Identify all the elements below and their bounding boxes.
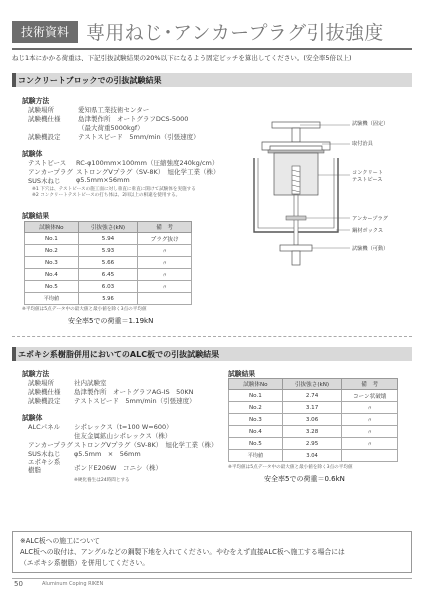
diagram-anchor-plug (286, 216, 306, 220)
s1-spec-value-1: RC-φ100mm×100mm（圧縮強度240kg/cm） (76, 159, 219, 167)
s1-method-label-1: 試験場所 (28, 106, 54, 114)
section-1-results-heading: 試験結果 (22, 212, 50, 220)
s1-method-label-4: 試験機設定 (28, 133, 61, 141)
table-cell: No.2 (25, 245, 79, 257)
table-row (25, 233, 192, 245)
s2-spec-value-4: φ5.5mm × 56mm (74, 450, 141, 458)
s2-spec-label-5: エポキシ系 樹脂 (28, 458, 61, 474)
table-cell: 6.03 (78, 281, 138, 293)
table-average-row (229, 450, 398, 462)
s2-method-label-3: 試験機設定 (28, 397, 61, 405)
table-cell (138, 293, 192, 305)
s1-method-value-1: 愛知県工業技術センター (78, 106, 150, 114)
table-cell: No.4 (25, 269, 79, 281)
table-cell: 〃 (342, 402, 398, 414)
s1-spec-note-1: ※1 下穴は、テストピースの施工面に対し垂直に垂直に開けて試験体を実施する (32, 187, 196, 192)
table-cell: 〃 (342, 426, 398, 438)
s1-method-value-4: テストスピード 5mm/min（引張速度） (78, 133, 200, 141)
diagram-machine-moving (280, 245, 312, 251)
s1-results-summary: 安全率5での荷重＝1.19kN (68, 317, 154, 325)
section-divider (12, 336, 412, 337)
diagram-label-box: 鋼材ボックス (352, 228, 384, 234)
s1-spec-label-1: テストピース (28, 159, 67, 167)
diagram-label-test-piece: コンクリート テストピース (352, 170, 384, 183)
table-cell: 〃 (138, 257, 192, 269)
table-row (229, 438, 398, 450)
table-cell: 平均値 (25, 293, 79, 305)
s2-method-label-2: 試験機仕様 (28, 388, 61, 396)
diagram-label-jig: 取付治具 (352, 141, 373, 147)
s2-method-label-1: 試験場所 (28, 379, 54, 387)
section-2-title: エポキシ系樹脂併用においてのALC板での引抜試験結果 (18, 350, 220, 359)
table-cell: No.3 (229, 414, 283, 426)
s1-spec-label-2: アンカープラグ (28, 168, 73, 176)
section-2-results-table (228, 378, 398, 462)
table-cell: 平均値 (229, 450, 283, 462)
table-cell: コーン状破壊 (342, 390, 398, 402)
table-cell: No.1 (25, 233, 79, 245)
page-number: 50 (14, 580, 23, 588)
s2-results-footnote: ※平均値は5点データ中の最大値と最小値を除く3点の平均値 (228, 465, 353, 470)
table-cell: No.5 (229, 438, 283, 450)
table-row (25, 245, 192, 257)
table-average-row (25, 293, 192, 305)
col-header: 試験体No (25, 222, 79, 233)
table-cell: No.1 (229, 390, 283, 402)
col-header: 引抜強さ(kN) (282, 379, 342, 390)
table-cell: 5.96 (78, 293, 138, 305)
section-2-results-heading: 試験結果 (228, 370, 256, 378)
section-1-method-heading: 試験方法 (22, 97, 50, 105)
s2-spec-value-2: 住友金属鉱山シポレックス（株） (74, 432, 172, 440)
col-header: 備 考 (138, 222, 192, 233)
diagram-label-machine-fixed: 試験機（固定） (352, 121, 389, 127)
alc-note-line-2: （エポキシ系樹脂）を併用してください。 (20, 559, 150, 567)
s1-spec-value-2: ストロングVプラグ（SV-8K） 旭化学工業（株） (76, 168, 220, 176)
table-cell (342, 450, 398, 462)
s2-method-value-3: テストスピード 5mm/min（引張速度） (74, 397, 196, 405)
diagram-label-anchor: アンカープラグ (352, 216, 388, 222)
s2-method-value-1: 社内試験室 (74, 379, 107, 387)
table-cell: No.3 (25, 257, 79, 269)
s1-spec-note-2: ※2 コンクリートテストピースの打ち体は、2回以上の相違を使用する。 (32, 193, 181, 198)
alc-note-line-1: ALC板への取付は、アングルなどの鋼製下地を入れてください。やむをえず直接ALC板へ施工する場合には (20, 548, 345, 556)
table-row (229, 426, 398, 438)
footer-brand: Aluminum Coping RIKEN (42, 581, 104, 587)
table-cell: 5.66 (78, 257, 138, 269)
s1-method-value-3: （最大荷重5000kgf） (78, 124, 144, 132)
s2-spec-value-5: ボンドE206W コニシ（株） (74, 464, 162, 472)
section-1-results-table (24, 221, 192, 305)
s1-spec-value-3: φ5.5mm×56mm (76, 176, 130, 184)
section-1-title: コンクリートブロックでの引抜試験結果 (18, 76, 162, 85)
s2-spec-label-4: SUS木ねじ (28, 450, 61, 458)
col-header: 引抜強さ(kN) (78, 222, 138, 233)
footer-rule (12, 578, 412, 579)
diagram-label-machine-moving: 試験機（可動） (352, 246, 389, 252)
table-cell: 〃 (138, 269, 192, 281)
s2-spec-label-3: アンカープラグ (28, 441, 73, 449)
s2-spec-note-1: ※硬化養生は24時間とする (74, 478, 130, 483)
s2-spec-value-1: シポレックス（t=100 W=600） (74, 423, 173, 431)
table-cell: No.5 (25, 281, 79, 293)
intro-text: ねじ1本にかかる荷重は、下記引抜試験結果の20%以下になるよう固定ピッチを算出してください。(安全率5倍以上) (12, 54, 352, 62)
table-row (25, 281, 192, 293)
table-row (229, 390, 398, 402)
s1-method-value-2: 島津製作所 オートグラフDCS-5000 (78, 115, 189, 123)
s1-method-label-2: 試験機仕様 (28, 115, 61, 123)
section-2-specimen-heading: 試験体 (22, 414, 43, 422)
table-cell: 6.45 (78, 269, 138, 281)
s1-results-footnote: ※平均値は5点データ中の最大値と最小値を除く3点の平均値 (22, 307, 147, 312)
page-title: 専用ねじ･アンカープラグ引抜強度 (86, 22, 384, 44)
s2-spec-label-1: ALCパネル (28, 423, 61, 431)
document-category-tag: 技術資料 (12, 21, 78, 43)
col-header: 備 考 (342, 379, 398, 390)
section-1-specimen-heading: 試験体 (22, 150, 43, 158)
table-cell: 5.93 (78, 245, 138, 257)
table-row (229, 414, 398, 426)
table-cell: 〃 (342, 414, 398, 426)
s2-spec-value-3: ストロングVプラグ（SV-8K） 旭化学工業（株） (74, 441, 218, 449)
table-cell: 2.74 (282, 390, 342, 402)
alc-note-heading: ※ALC板への施工について (20, 537, 100, 545)
table-row (229, 402, 398, 414)
diagram-jig (262, 142, 330, 150)
table-cell: 5.94 (78, 233, 138, 245)
table-row (25, 257, 192, 269)
section-2-method-heading: 試験方法 (22, 370, 50, 378)
table-cell: 3.28 (282, 426, 342, 438)
col-header: 試験体No (229, 379, 283, 390)
table-cell: 〃 (138, 245, 192, 257)
table-cell: 〃 (138, 281, 192, 293)
table-cell: No.4 (229, 426, 283, 438)
table-cell: 3.17 (282, 402, 342, 414)
table-row (25, 269, 192, 281)
table-cell: 3.04 (282, 450, 342, 462)
table-cell: 3.06 (282, 414, 342, 426)
table-cell: 2.95 (282, 438, 342, 450)
table-cell: No.2 (229, 402, 283, 414)
s1-spec-label-3: SUS木ねじ (28, 177, 61, 185)
table-cell: 〃 (342, 438, 398, 450)
s2-results-summary: 安全率5での荷重＝0.6kN (264, 475, 345, 483)
header-rule (12, 48, 412, 50)
table-cell: プラグ抜け (138, 233, 192, 245)
s2-method-value-2: 島津製作所 オートグラフAG-IS 50KN (74, 388, 194, 396)
